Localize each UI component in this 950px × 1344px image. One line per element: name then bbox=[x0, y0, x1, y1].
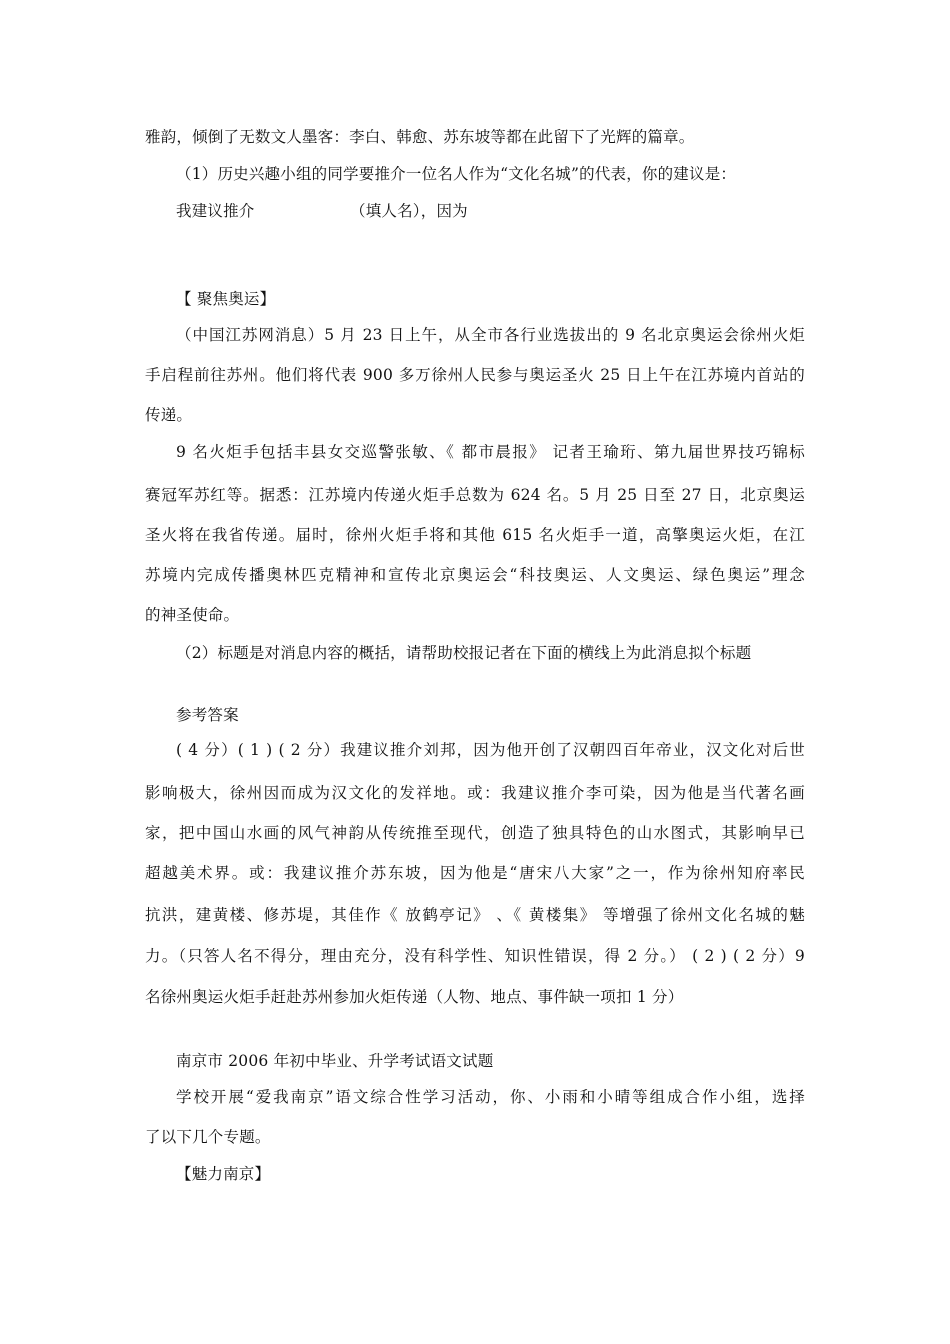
paragraph-line: 学校开展“爱我南京”语文综合性学习活动，你、小雨和小晴等组成合作小组，选择 bbox=[176, 1088, 805, 1106]
exam-title: 南京市 2006 年初中毕业、升学考试语文试题 bbox=[176, 1052, 494, 1070]
answers-heading: 参考答案 bbox=[176, 706, 239, 724]
question-1-answer-fill: （填人名），因为 bbox=[350, 202, 468, 220]
answer-line: 超越美术界。或：我建议推介苏东坡，因为他是“唐宋八大家”之一，作为徐州知府率民 bbox=[145, 864, 805, 882]
paragraph-line: 传递。 bbox=[145, 406, 193, 424]
paragraph-line: 了以下几个专题。 bbox=[145, 1128, 271, 1146]
answer-line: 力。（只答人名不得分，理由充分，没有科学性、知识性错误，得 2 分。） ( 2 ) ( 2 分）9 bbox=[145, 947, 805, 965]
answer-line: 家，把中国山水画的风气神韵从传统推至现代，创造了独具特色的山水图式，其影响早已 bbox=[145, 824, 805, 842]
question-1-prompt: （1）历史兴趣小组的同学要推介一位名人作为“文化名城”的代表，你的建议是： bbox=[176, 165, 737, 183]
paragraph-line: 圣火将在我省传递。届时，徐州火炬手将和其他 615 名火炬手一道，高擎奥运火炬，在江 bbox=[145, 526, 805, 544]
paragraph-line: 的神圣使命。 bbox=[145, 606, 240, 624]
section-heading-nanjing: 【魅力南京】 bbox=[176, 1165, 271, 1183]
answer-line: ( 4 分）( 1 ) ( 2 分）我建议推介刘邦，因为他开创了汉朝四百年帝业，汉文化对后世 bbox=[176, 741, 805, 759]
question-2-prompt: （2）标题是对消息内容的概括，请帮助校报记者在下面的横线上为此消息拟个标题 bbox=[176, 644, 752, 662]
paragraph-line: （中国江苏网消息）5 月 23 日上午，从全市各行业选拔出的 9 名北京奥运会徐州火炬 bbox=[176, 326, 805, 344]
question-1-answer-start: 我建议推介 bbox=[176, 202, 255, 220]
paragraph-line: 9 名火炬手包括丰县女交巡警张敏、《 都市晨报》 记者王瑜珩、第九届世界技巧锦标 bbox=[176, 443, 805, 461]
answer-line: 名徐州奥运火炬手赶赴苏州参加火炬传递（人物、地点、事件缺一项扣 1 分） bbox=[145, 988, 684, 1006]
paragraph-line: 赛冠军苏红等。据悉：江苏境内传递火炬手总数为 624 名。5 月 25 日至 27 日，北京奥运 bbox=[145, 486, 805, 504]
section-heading-olympic: 【 聚焦奥运】 bbox=[176, 290, 276, 308]
paragraph-line: 手启程前往苏州。他们将代表 900 多万徐州人民参与奥运圣火 25 日上午在江苏境内首站的 bbox=[145, 366, 805, 384]
answer-line: 抗洪，建黄楼、修苏堤，其佳作《 放鹤亭记》 、《 黄楼集》 等增强了徐州文化名城的魅 bbox=[145, 906, 805, 924]
answer-line: 影响极大，徐州因而成为汉文化的发祥地。或：我建议推介李可染，因为他是当代著名画 bbox=[145, 784, 805, 802]
intro-line: 雅韵，倾倒了无数文人墨客：李白、韩愈、苏东坡等都在此留下了光辉的篇章。 bbox=[145, 128, 695, 146]
paragraph-line: 苏境内完成传播奥林匹克精神和宣传北京奥运会“科技奥运、人文奥运、绿色奥运”理念 bbox=[145, 566, 805, 584]
